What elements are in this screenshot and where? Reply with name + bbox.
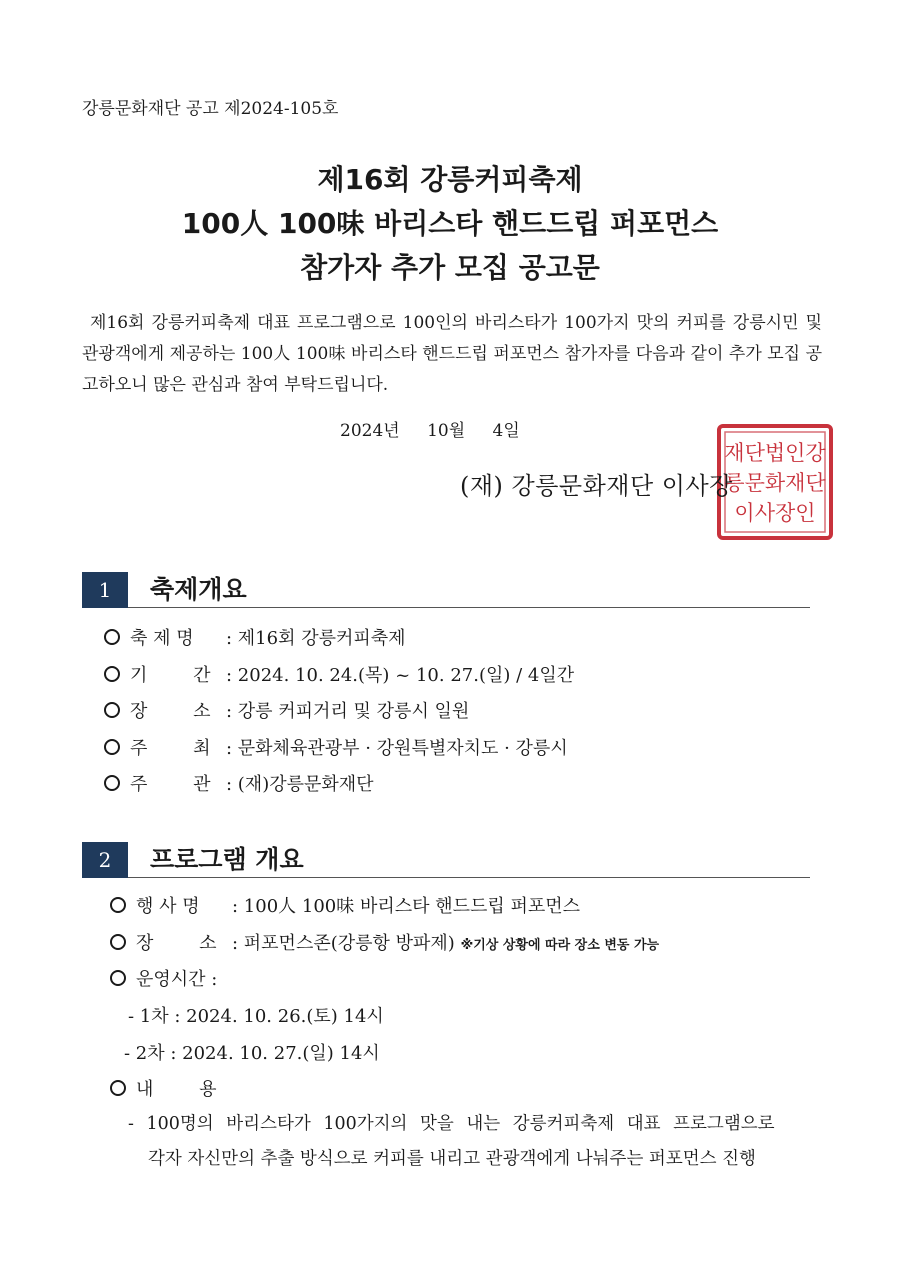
section-2-number: 2 <box>82 842 128 878</box>
section-2-title: 프로그램 개요 <box>150 845 304 874</box>
session-1-row: - 1차 : 2024. 10. 26.(토) 14시 <box>128 1006 384 1027</box>
content-row: 내 용 <box>110 1075 232 1101</box>
issuer-name: (재) 강릉문화재단 이사장 <box>460 472 733 500</box>
session-2-row: - 2차 : 2024. 10. 27.(일) 14시 <box>124 1043 380 1064</box>
festival-period-row: 기 간 : 2024. 10. 24.(목) ~ 10. 27.(일) / 4일간 <box>104 661 574 687</box>
intro-paragraph: 제16회 강릉커피축제 대표 프로그램으로 100인의 바리스타가 100가지 맛의 커피를 강릉시민 및 관광객에게 제공하는 100人 100味 바리스타 핸드드립 퍼포먼스 참가자를 다음과 같이 추가 모집 공고하오니 많은 관심과 참여 부탁드립니다. <box>82 313 822 395</box>
section-1-rule <box>128 607 810 608</box>
page-title <box>0 158 900 290</box>
content-line-1: - 100명의 바리스타가 100가지의 맛을 내는 강릉커피축제 대표 프로그램으로 <box>128 1114 775 1134</box>
section-1-number: 1 <box>82 572 128 608</box>
section-1-header <box>82 572 810 608</box>
section-2-rule <box>128 877 810 878</box>
title-line-2: 100人 100味 바리스타 핸드드립 퍼포먼스 <box>181 207 719 240</box>
notice-number: 강릉문화재단 공고 제2024-105호 <box>82 99 339 119</box>
circle-bullet-icon <box>104 739 120 755</box>
event-venue-row: 장 소 : 퍼포먼스존(강릉항 방파제) ※기상 상황에 따라 장소 변동 가능 <box>110 929 659 955</box>
section-1-title: 축제개요 <box>150 575 247 604</box>
festival-name-row: 축 제 명 : 제16회 강릉커피축제 <box>104 624 406 650</box>
circle-bullet-icon <box>110 897 126 913</box>
weather-note: ※기상 상황에 따라 장소 변동 가능 <box>460 938 660 953</box>
circle-bullet-icon <box>104 702 120 718</box>
festival-organizer-row: 주 관 : (재)강릉문화재단 <box>104 770 374 796</box>
title-line-1: 제16회 강릉커피축제 <box>317 163 583 196</box>
content-line-2: 각자 자신만의 추출 방식으로 커피를 내리고 관광객에게 나눠주는 퍼포먼스 진행 <box>148 1149 756 1169</box>
circle-bullet-icon <box>104 629 120 645</box>
event-name-row: 행 사 명 : 100人 100味 바리스타 핸드드립 퍼포먼스 <box>110 892 580 918</box>
festival-host-row: 주 최 : 문화체육관광부 · 강원특별자치도 · 강릉시 <box>104 734 568 760</box>
circle-bullet-icon <box>104 775 120 791</box>
festival-venue-row: 장 소 : 강릉 커피거리 및 강릉시 일원 <box>104 697 469 723</box>
title-line-3: 참가자 추가 모집 공고문 <box>300 251 600 284</box>
notice-date: 2024년 10월 4일 <box>340 421 520 441</box>
circle-bullet-icon <box>110 970 126 986</box>
official-seal <box>715 422 835 542</box>
circle-bullet-icon <box>110 934 126 950</box>
section-2-header <box>82 842 810 878</box>
seal-text-1: 재단법인강 <box>724 441 826 465</box>
circle-bullet-icon <box>110 1080 126 1096</box>
seal-text-3: 이사장인 <box>734 501 816 525</box>
seal-text-2: 릉문화재단 <box>724 471 826 495</box>
operating-hours-row: 운영시간 : <box>110 965 217 991</box>
circle-bullet-icon <box>104 666 120 682</box>
